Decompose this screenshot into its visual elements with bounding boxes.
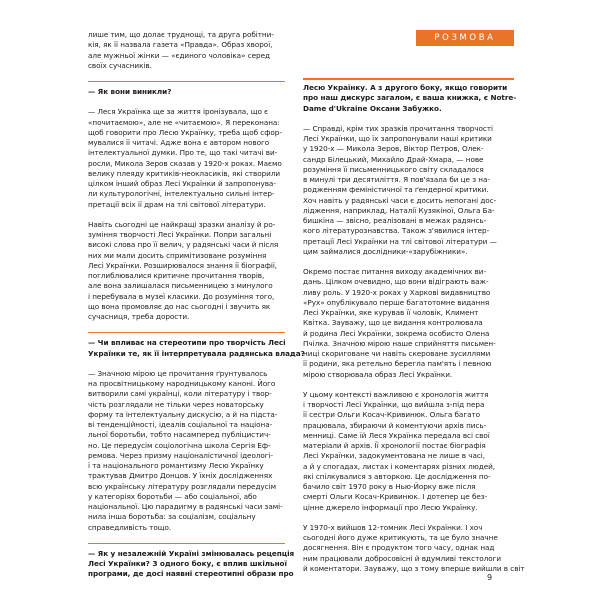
text-line: досягнення. Він є продуктом того часу, однак над	[303, 543, 495, 553]
text-line: смерті Ольги Косач-Кривинюк. І дотепер це без-	[303, 492, 488, 502]
text-line: ливу роль. У 1920-х роках у Харкові видавництво	[303, 287, 491, 297]
text-line: — Чи впливає на стереотипи про творчість Лесі	[88, 338, 286, 348]
question-block	[88, 332, 305, 359]
text-line: Лесі Українки, задокументована не лише в часі,	[303, 451, 486, 461]
text-line: ремова. Через призму націоналістичної ідеологі-	[88, 450, 274, 460]
text-line: які спілкувалися з авторкою. Це дослідження по-	[303, 471, 491, 481]
text-line: родженням феміністичної та ґендерної критики.	[303, 185, 489, 195]
text-line: них ми мали досить спримітизоване розуміння	[88, 250, 267, 260]
text-line: сьогодні його дуже критикують, та це було значне	[303, 533, 498, 542]
text-line: ї та національного романтизму Лесю Українку	[88, 461, 264, 470]
text-line: на просвітницькому народницькому каноні. Його	[88, 379, 276, 388]
text-line: високі слова про її велич, у радянські часи й після	[88, 240, 279, 250]
text-line: Українки те, як її інтерпретувала радянська влада?	[88, 348, 305, 358]
text-line: кія, як її назвала газета «Правда». Образ хворої,	[88, 40, 273, 50]
text-line: претації всіх її драм на тлі світової літератури.	[88, 199, 266, 209]
text-line: й коментатори. Зауважу, що з тому вперше вийшли в світ	[303, 563, 525, 573]
paragraph	[88, 220, 285, 323]
text-line: щоб говорити про Лесю Українку, треба щоб сфор-	[88, 127, 282, 137]
section-divider	[303, 78, 514, 80]
paragraph	[88, 30, 285, 71]
text-line: Лесі Українки, яке курував її чоловік, Климент	[303, 308, 479, 317]
text-line: ниці скориговане чи навіть скероване зусиллями	[303, 349, 491, 358]
text-line: нила інша боротьба: за соціалізм, соціальну	[88, 512, 256, 522]
text-line: в минулі три десятиліття. Я пов'язала би це з на-	[303, 175, 490, 184]
text-line: поглиблювалися критичне прочитання творів,	[88, 271, 265, 280]
text-line: Навіть сьогодні це найкращі зразки аналізу й ро-	[88, 219, 276, 229]
text-line: ним працювали добросовісні й вдумливі текстологи	[303, 553, 502, 563]
text-line: Квітка. Зауважу, що це видання контролювала	[303, 318, 483, 328]
text-line: мірою створювала образ Лесі Українки.	[303, 369, 453, 379]
text-line: сучасниця, треба дорости.	[88, 312, 190, 321]
text-line: У цьому контексті важливою є хронологія життя	[303, 389, 489, 399]
paragraph	[303, 522, 525, 574]
text-line: Окремо постає питання виходу академічних ви-	[303, 267, 487, 276]
text-line: бишкіна — звісно, реалізовані в межах радянсь-	[303, 216, 487, 225]
text-line: «Рух» опублікувало перше багатотомне видання	[303, 297, 490, 307]
paragraph	[303, 390, 500, 513]
text-line: ві тенденційності, ідеалів соціальної та націона-	[88, 420, 273, 429]
text-line: національної. Цю парадигму в радянські часи замі-	[88, 502, 283, 511]
text-line: — Леся Українка ще за життя іронізувала, що є	[88, 107, 269, 117]
text-line: але вона залишалася письменницею з минулого	[88, 281, 273, 291]
interview-question	[303, 83, 517, 114]
paragraph	[303, 124, 500, 257]
text-line: дань. Цілком очевидно, що вони відіграють важ-	[303, 277, 489, 287]
text-line: всю українську літературу розглядали передусім	[88, 481, 276, 491]
text-line: Лесі Українки. Розширювалося знання її біографії,	[88, 260, 278, 270]
text-line: бачило світ 1970 року в Нью-Йорку вже після	[303, 482, 476, 491]
text-line: — Справді, крім тих зразків прочитання творчості	[303, 123, 493, 133]
text-line: справедливість тощо.	[88, 522, 172, 532]
section-label: РОЗМОВА	[416, 30, 514, 46]
text-line: й родина Лесі Українки, зокрема особисто Олена	[303, 328, 490, 338]
text-line: Хоч навіть у радянські часи є досить непогані дос-	[303, 195, 497, 205]
text-line: чість розглядали не тільки через новаторську	[88, 399, 264, 409]
text-line: форму та інтелектуальну дискусію, а й на підста-	[88, 409, 278, 419]
text-line: інтелектуальної думки. Про те, що такі читачі ви-	[88, 148, 278, 158]
text-line: розуміння її письменницького світу складалося	[303, 164, 484, 174]
text-line: цінне джерело інформації про Лесю Українку.	[303, 502, 478, 512]
text-line: претації Лесі Українки на тлі світової літератури —	[303, 236, 497, 246]
text-line: і перебувала в музеї класики. До розуміння того,	[88, 291, 275, 301]
text-line: менниці. Саме їй Леся Українка передала всі свої	[303, 430, 490, 440]
text-line: лише тим, що долає труднощі, та друга робітни-	[88, 30, 274, 39]
text-line: Лесю Українку. А з другого боку, якщо говорити	[303, 83, 508, 92]
right-column	[303, 83, 525, 584]
text-line: ли культурологічні, інтелектуально сильні інтер-	[88, 189, 275, 199]
page-number: 9	[487, 573, 493, 582]
question-block	[88, 81, 285, 97]
paragraph	[88, 369, 285, 533]
text-line: програми, де досі наявні стереотипні образи про	[88, 569, 294, 579]
text-line: — Як у незалежній Україні змінювалась рецепція	[88, 548, 295, 558]
text-line: велику плеяду критиків-неокласиків, які створили	[88, 168, 281, 178]
text-line: кого літературознавства. Також з'явилися інтер-	[303, 226, 490, 236]
text-line: її сестри Ольги Косач-Кривинюк. Ольга багато	[303, 410, 481, 420]
text-line: матеріали й архів. Її хронології постає біографія	[303, 441, 486, 450]
text-line: що вона промовляє до нас сьогодні і звучить як	[88, 301, 271, 311]
interview-question	[88, 548, 295, 580]
text-line: а й у спогадах, листах і коментарях різних людей,	[303, 461, 496, 471]
text-line: льної боротьби, тобто насамперед публіцистич-	[88, 430, 271, 440]
question-block	[88, 543, 295, 580]
text-line: — Значною мірою це прочитання ґрунтувалось	[88, 368, 268, 378]
text-line: своїх сучасників.	[88, 60, 152, 70]
text-line: сандр Білецький, Михайло Драй-Хмара, — нове	[303, 154, 484, 164]
interview-question	[88, 338, 305, 359]
text-line: Пчілка. Значною мірою наше сприйняття письмен-	[303, 338, 496, 348]
left-column	[88, 30, 305, 590]
text-line: зуміння творчості Лесі Українки. Попри загальні	[88, 230, 272, 239]
text-line: витворили самі українці, коли літературу і твор-	[88, 389, 272, 399]
text-line: «почитаємою», але не «читаємою». Я переконана:	[88, 117, 280, 127]
text-line: Лесі Українки, що їх запропонували наші критики	[303, 134, 492, 143]
text-line: лідження, наприклад, Наталії Кузякіної, Ольга Ба-	[303, 205, 495, 215]
text-line: її родини, яка ретельно берегла пам'ять і певною	[303, 359, 492, 369]
text-line: Dame d'Ukraine Оксани Забужко.	[303, 103, 442, 113]
text-line: у 1920-х — Микола Зеров, Віктор Петров, Олек-	[303, 144, 484, 154]
text-line: трактував Дмитро Донцов. У їхніх дослідженнях	[88, 471, 273, 481]
text-line: но. Це передусім соціологічна школа Сергія Еф-	[88, 440, 271, 450]
text-line: У 1970-х вийшов 12-томник Лесі Українки. І хоч	[303, 522, 483, 532]
text-line: цим займалися дослідники-«зарубіжники».	[303, 246, 468, 256]
text-line: і творчості Лесі Українки, що вийшла з-під пера	[303, 400, 485, 409]
text-line: росли, Микола Зеров сказав у 1920-х роках. Маємо	[88, 158, 282, 168]
text-line: у категоріях боротьби — або соціальної, або	[88, 491, 257, 501]
text-line: працювала, збираючи й коментуючи архів пись-	[303, 420, 487, 430]
text-line: але мужньої жінки — «єдиного чоловіка» серед	[88, 50, 270, 60]
text-line: Лесі Українки? З одного боку, є вплив шкільної	[88, 559, 287, 568]
text-line: мувалися її читачі. Адже вона є автором нового	[88, 138, 270, 147]
text-line: про наш дискурс загалом, є ваша книжка, є Notre-	[303, 93, 517, 103]
text-line: — Як вони виникли?	[88, 87, 172, 96]
paragraph	[303, 267, 500, 380]
interview-question	[88, 87, 285, 97]
text-line: цілком інший образ Лесі Українки й запропонува-	[88, 179, 276, 188]
paragraph	[88, 107, 285, 210]
